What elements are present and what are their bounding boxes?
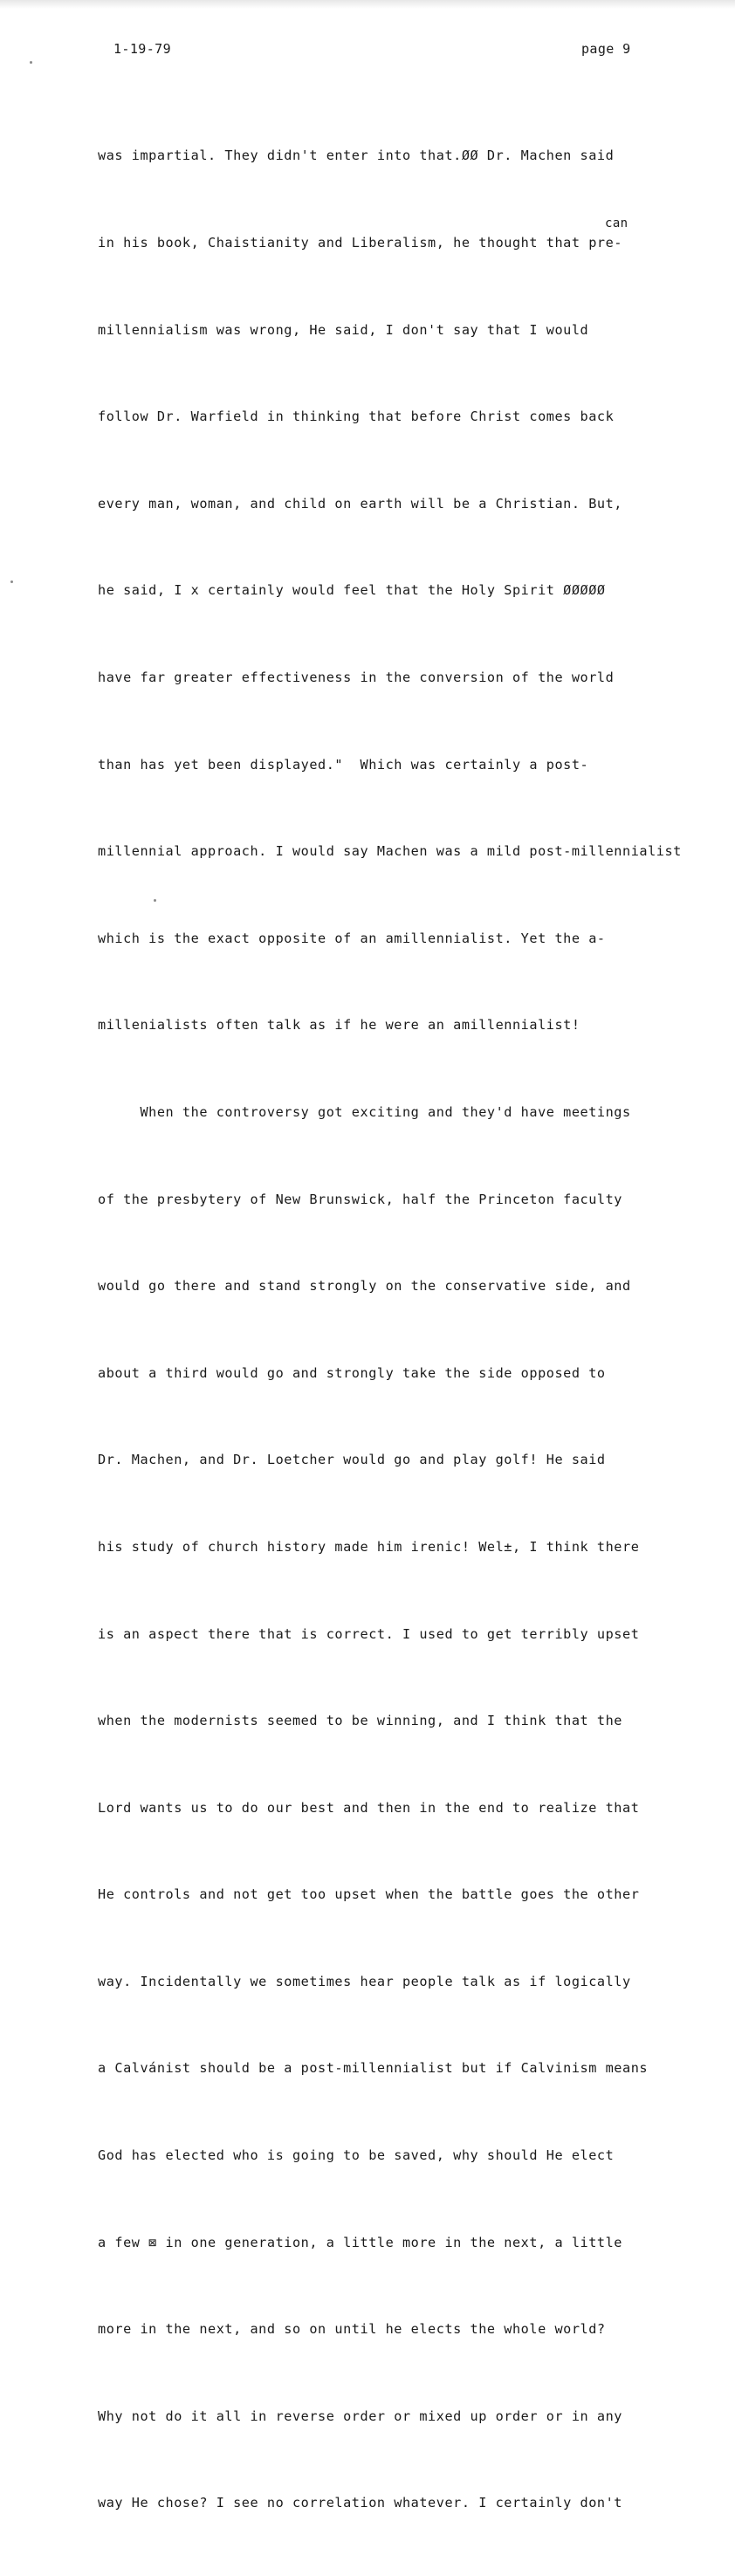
scan-speck bbox=[154, 899, 156, 902]
text-line: He controls and not get too upset when the battle goes the other bbox=[98, 1886, 640, 1903]
text-line: when the modernists seemed to be winning, and I think that the bbox=[98, 1713, 623, 1729]
text-line: in his book, Chaistianity and Liberalism, he thought that pre- bbox=[98, 235, 623, 251]
text-line: Dr. Machen, and Dr. Loetcher would go and play golf! He said bbox=[98, 1452, 606, 1468]
text-line: a Calvánist should be a post-millennialist but if Calvinism means bbox=[98, 2060, 649, 2077]
text-line: about a third would go and strongly take the side opposed to bbox=[98, 1364, 606, 1381]
scan-speck bbox=[10, 580, 13, 583]
text-line: was impartial. They didn't enter into that.ØØ Dr. Machen said bbox=[98, 148, 615, 164]
interlinear-insertion: can bbox=[605, 216, 629, 230]
text-line: have far greater effectiveness in the conversion of the world bbox=[98, 669, 615, 685]
text-line: follow Dr. Warfield in thinking that before Christ comes back bbox=[98, 409, 615, 425]
text-line: would go there and stand strongly on the conservative side, and bbox=[98, 1278, 631, 1295]
text-line: Why not do it all in reverse order or mixed up order or in any bbox=[98, 2408, 623, 2424]
text-line: his study of church history made him irenic! Wel±, I think there bbox=[98, 1538, 640, 1555]
scan-speck bbox=[30, 61, 32, 64]
text-line: every man, woman, and child on earth will be a Christian. But, bbox=[98, 495, 623, 512]
scan-edge-smudge bbox=[0, 0, 735, 9]
text-line: than has yet been displayed." Which was certainly a post- bbox=[98, 756, 589, 773]
body-text bbox=[98, 84, 731, 2576]
text-line: millennialism was wrong, He said, I don't say that I would bbox=[98, 321, 589, 338]
text-line: which is the exact opposite of an amillennialist. Yet the a- bbox=[98, 930, 606, 946]
text-line: When the controversy got exciting and they'd have meetings bbox=[98, 1103, 631, 1120]
header-date: 1-19-79 bbox=[113, 41, 172, 57]
text-line: way. Incidentally we sometimes hear people talk as if logically bbox=[98, 1973, 631, 1989]
text-line: millennial approach. I would say Machen was a mild post-millennialist bbox=[98, 843, 682, 860]
text-line: is an aspect there that is correct. I used to get terribly upset bbox=[98, 1625, 640, 1642]
text-line: more in the next, and so on until he elects the whole world? bbox=[98, 2321, 606, 2338]
text-line: of the presbytery of New Brunswick, half the Princeton faculty bbox=[98, 1191, 623, 1207]
header-page-number: page 9 bbox=[581, 41, 631, 57]
text-line: God has elected who is going to be saved, why should He elect bbox=[98, 2147, 615, 2164]
text-line: he said, I x certainly would feel that the Holy Spirit ØØØØØ bbox=[98, 582, 606, 599]
text-line: Lord wants us to do our best and then in the end to realize that bbox=[98, 1799, 640, 1816]
text-line: way He chose? I see no correlation whatever. I certainly don't bbox=[98, 2495, 623, 2511]
text-line: a few ⊠ in one generation, a little more in the next, a little bbox=[98, 2234, 623, 2250]
text-line: millenialists often talk as if he were an amillennialist! bbox=[98, 1017, 580, 1034]
